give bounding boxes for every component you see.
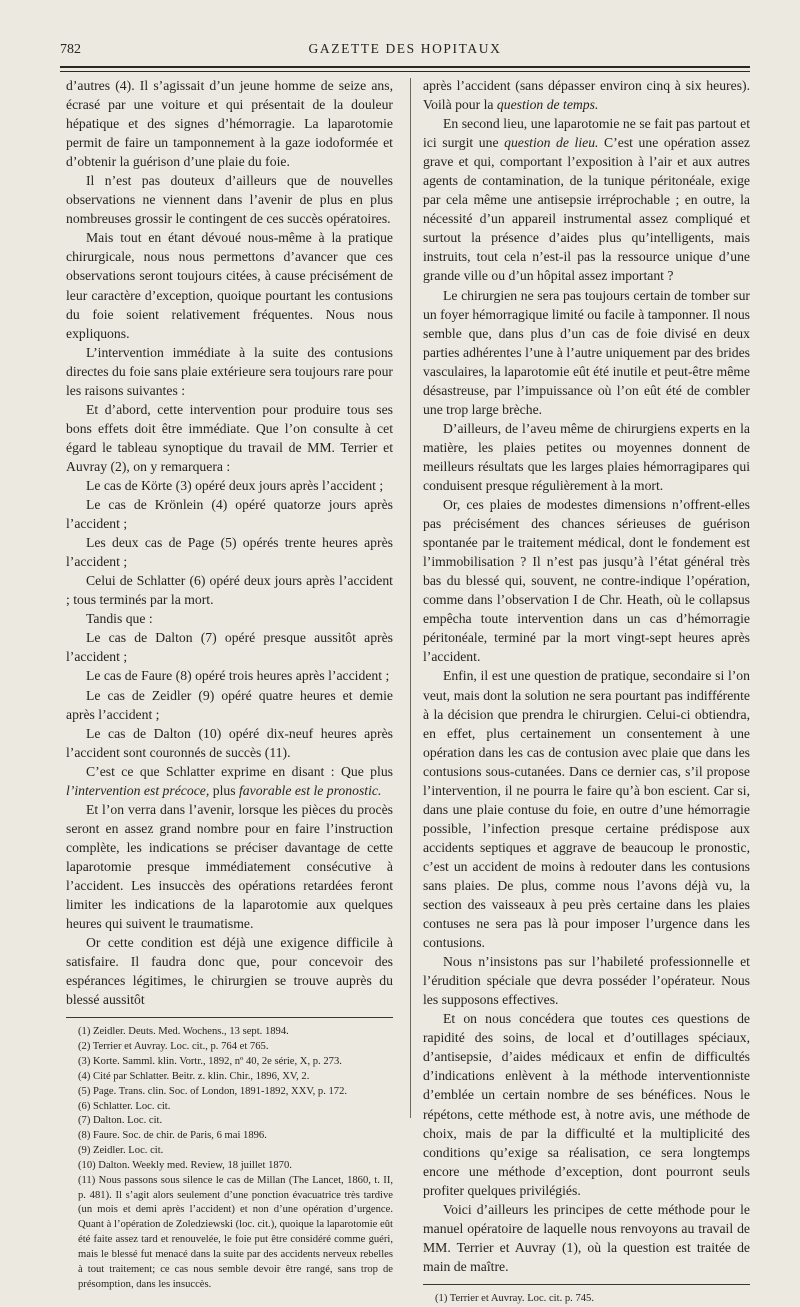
paragraph: Et on nous concédera que toutes ces questions de rapidité des soins, de local et d’outillages spéciaux, d’antisepsie, d’aides médicaux et enfin de difficultés d’indications enlèvent à la méthode interventionniste d’emblée un certain nombre de ses bénéfices. Nous le répétons, cette méthode est, à notre avis, une méthode de choix, mais de par la difficulté et la multiplicité des conditions qu’exige sa réalisation, ce sera longtemps encore une méthode d’exception, dont pourront seuls profiter quelques privilégiés. (423, 1011, 750, 1198)
italic-phrase: question de lieu. (504, 135, 599, 151)
paragraph: d’autres (4). Il s’agissait d’un jeune homme de seize ans, écrasé par une voiture et qui présentait de la douleur hépatique et des signes d’hémorragie. La laparotomie permit de faire un tamponnement à la gaze iodoformée et d’obtenir la guérison d’une plaie du foie. (66, 78, 393, 170)
footnote: (10) Dalton. Weekly med. Review, 18 juillet 1870. (78, 1159, 292, 1171)
paragraph: Or, ces plaies de modestes dimensions n’offrent-elles pas précisément des chances sérieuses de guérison spontanée par le traitement médical, dont le fondement est l’immobilisation ? Il n’est pas jusqu’à l’état général très bas du blessé qui, souvent, ne contre-indique l’opération, comme dans l’observation I de Chr. Heath, où le collapsus empêcha toute intervention dans un cas d’hémorragie péritonéale, terminé par la mort vingt-sept heures après l’accident. (423, 497, 750, 665)
paragraph (66, 762, 393, 800)
case-item: Le cas de Krönlein (4) opéré quatorze jours après l’accident ; (66, 497, 393, 532)
case-item: Le cas de Dalton (7) opéré presque aussitôt après l’accident ; (66, 630, 393, 665)
footnote: (1) Zeidler. Deuts. Med. Wochens., 13 sept. 1894. (78, 1026, 289, 1038)
case-item: Le cas de Zeidler (9) opéré quatre heures et demie après l’accident ; (66, 687, 393, 722)
paragraph: Voici d’ailleurs les principes de cette méthode pour le manuel opératoire de laquelle nous renvoyons au travail de MM. Terrier et Auvray (1), où la question est traitée de main de maître. (423, 1201, 750, 1274)
case-item: Le cas de Dalton (10) opéré dix-neuf heures après l’accident sont couronnés de succès (11). (66, 725, 393, 760)
text-run: plus (209, 782, 239, 798)
page-header (60, 38, 750, 62)
column-divider (410, 78, 411, 1118)
right-column (423, 76, 750, 1307)
footnote: (4) Cité par Schlatter. Beitr. z. klin. Chir., 1896, XV, 2. (78, 1070, 310, 1082)
paragraph: Or cette condition est déjà une exigence difficile à satisfaire. Il faudra donc que, pour concevoir des espérances légitimes, le chirurgien se trouve auprès du blessé aussitôt (66, 935, 393, 1008)
paragraph: Et d’abord, cette intervention pour produire tous ses bons effets doit être immédiate. Que l’on consulte à cet égard le tableau synoptique du travail de MM. Terrier et Auvray (2), on y remarquera : (66, 401, 393, 474)
italic-phrase: question de temps. (496, 97, 599, 113)
footnote: (8) Faure. Soc. de chir. de Paris, 6 mai 1896. (78, 1130, 267, 1142)
left-column (66, 76, 393, 1292)
text-run: En second lieu, une laparotomie ne se fait pas partout et ici surgit une (423, 116, 750, 151)
case-item: Celui de Schlatter (6) opéré deux jours après l’accident ; tous terminés par la mort. (66, 573, 393, 608)
footnotes (66, 1025, 393, 1292)
footnote: (9) Zeidler. Loc. cit. (78, 1145, 164, 1157)
paragraph: Tandis que : (86, 611, 153, 627)
case-item: Les deux cas de Page (5) opérés trente heures après l’accident ; (66, 535, 393, 570)
italic-quote: favorable est le pronostic. (238, 782, 382, 798)
footnote: (2) Terrier et Auvray. Loc. cit., p. 764 et 765. (78, 1041, 269, 1053)
journal-title: GAZETTE DES HOPITAUX (308, 41, 502, 56)
text-run: C’est ce que Schlatter exprime en disant : Que plus (86, 763, 393, 779)
paragraph: Il n’est pas douteux d’ailleurs que de nouvelles observations ne viennent dans l’avenir de plus en plus nombreuses grossir le contingent de ces succès opératoires. (66, 173, 393, 227)
paragraph: L’intervention immédiate à la suite des contusions directes du foie sans plaie extérieure sera toujours rare pour les raisons suivantes : (66, 344, 393, 398)
paragraph: Mais tout en étant dévoué nous-même à la pratique chirurgicale, nous nous permettons d’avancer que ces observations seront toujours citées, à cause précisément de leur caractère d’exception, quoique pourtant les contusions du foie soient relativement fréquentes. Nous nous expliquons. (66, 230, 393, 341)
text-run: après l’accident (sans dépasser environ cinq à six heures). Voilà pour la (423, 78, 750, 113)
italic-quote: l’intervention est précoce, (66, 782, 210, 798)
paragraph: Et l’on verra dans l’avenir, lorsque les pièces du procès seront en assez grand nombre pour en faire l’instruction complète, les indications se préciser davantage de cette laparotomie presque immédiatement consécutive à l’accident. Les insuccès des opérations retardées feront limiter les indications de la laparotomie aux quelques heures qui suivent le traumatisme. (66, 801, 393, 932)
footnote: (1) Terrier et Auvray. Loc. cit. p. 745. (435, 1292, 594, 1304)
footnote-separator (66, 1017, 393, 1018)
paragraph (423, 114, 750, 285)
paragraph: Enfin, il est une question de pratique, secondaire si l’on veut, mais dont la solution ne sera pourtant pas indifférente à la décision que prendra le chirurgien. Celui-ci obtiendra, en effet, plus certainement un consentement à une opération dans les cas de contusion avec plaie que dans les contusions sous-cutanées. Dans ce dernier cas, s’il propose l’intervention, il ne pourra le faire qu’à bon escient. Car si, dans une plaie contuse du foie, en outre d’une hémorragie possible, l’infection presque certaine prédispose aux accidents septiques et aggrave de beaucoup le pronostic, c’est un accident de moins à redouter dans les contusions sans plaies. De plus, comme nous l’avons déjà vu, la section des vaisseaux à peu près certaine dans les plaies contuses ne sera pas là pour imposer l’urgence dans les contusions. (423, 668, 750, 951)
footnote: (3) Korte. Samml. klin. Vortr., 1892, nº 40, 2e série, X, p. 273. (78, 1055, 342, 1067)
footnote: (6) Schlatter. Loc. cit. (78, 1100, 171, 1112)
footnote: (7) Dalton. Loc. cit. (78, 1115, 163, 1127)
header-rule-thick (60, 66, 750, 68)
text-run: C’est une opération assez grave et qui, comportant l’exposition à l’air et aux autres agents de contamination, de la tunique péritonéale, exige par cela même une antisepsie irréprochable ; en outre, la nécessité d’un appareil instrumental assez compliqué et surtout la présence d’aides plus qu’intelligents, mais instruits, tout cela n’est-il pas la ressource unique d’une grande ville ou d’un hôpital assez important ? (423, 135, 750, 284)
page-number: 782 (60, 42, 81, 57)
paragraph: Le chirurgien ne sera pas toujours certain de tomber sur un foyer hémorragique limité ou facile à tamponner. Il nous semble que, dans plus d’un cas de foie divisé en deux parties adhérentes l’une à l’autre uniquement par des brides vasculaires, la laparotomie eût été inutile et peut-être même désastreuse, par l’impuissance où l’on eût été de combler une trop large brèche. (423, 287, 750, 417)
header-rule-thin (60, 71, 750, 72)
paragraph: D’ailleurs, de l’aveu même de chirurgiens experts en la matière, les plaies petites ou moyennes donnent de meilleurs résultats que les larges plaies hémorragipares qui conduisent presque régulièrement à la mort. (423, 420, 750, 493)
paragraph (423, 76, 750, 114)
footnote: (5) Page. Trans. clin. Soc. of London, 1891-1892, XXV, p. 172. (78, 1085, 348, 1097)
paragraph: Nous n’insistons pas sur l’habileté professionnelle et l’érudition spéciale que devra posséder l’opérateur. Nous les supposons effectives. (423, 954, 750, 1008)
case-item: Le cas de Faure (8) opéré trois heures après l’accident ; (86, 668, 390, 684)
case-item: Le cas de Körte (3) opéré deux jours après l’accident ; (86, 477, 384, 493)
footnote-separator (423, 1284, 750, 1285)
footnote: (11) Nous passons sous silence le cas de Millan (The Lancet, 1860, t. II, p. 481). Il s’agit alors seulement d’une ponction évacuatrice très tardive (un mois et demi après l’accident) et non d’une opération d’urgence. Quant à l’opération de Zoledziewski (loc. cit.), quoique la laparotomie eût été faite assez tard et renouvelée, le foie put être considéré comme guéri, mais le blessé fut menacé dans la suite par des accidents nerveux rebelles à tout traitement; ce cas nous semble devoir être rangé, sans trop de présomption, dans les insuccès. (78, 1174, 393, 1290)
